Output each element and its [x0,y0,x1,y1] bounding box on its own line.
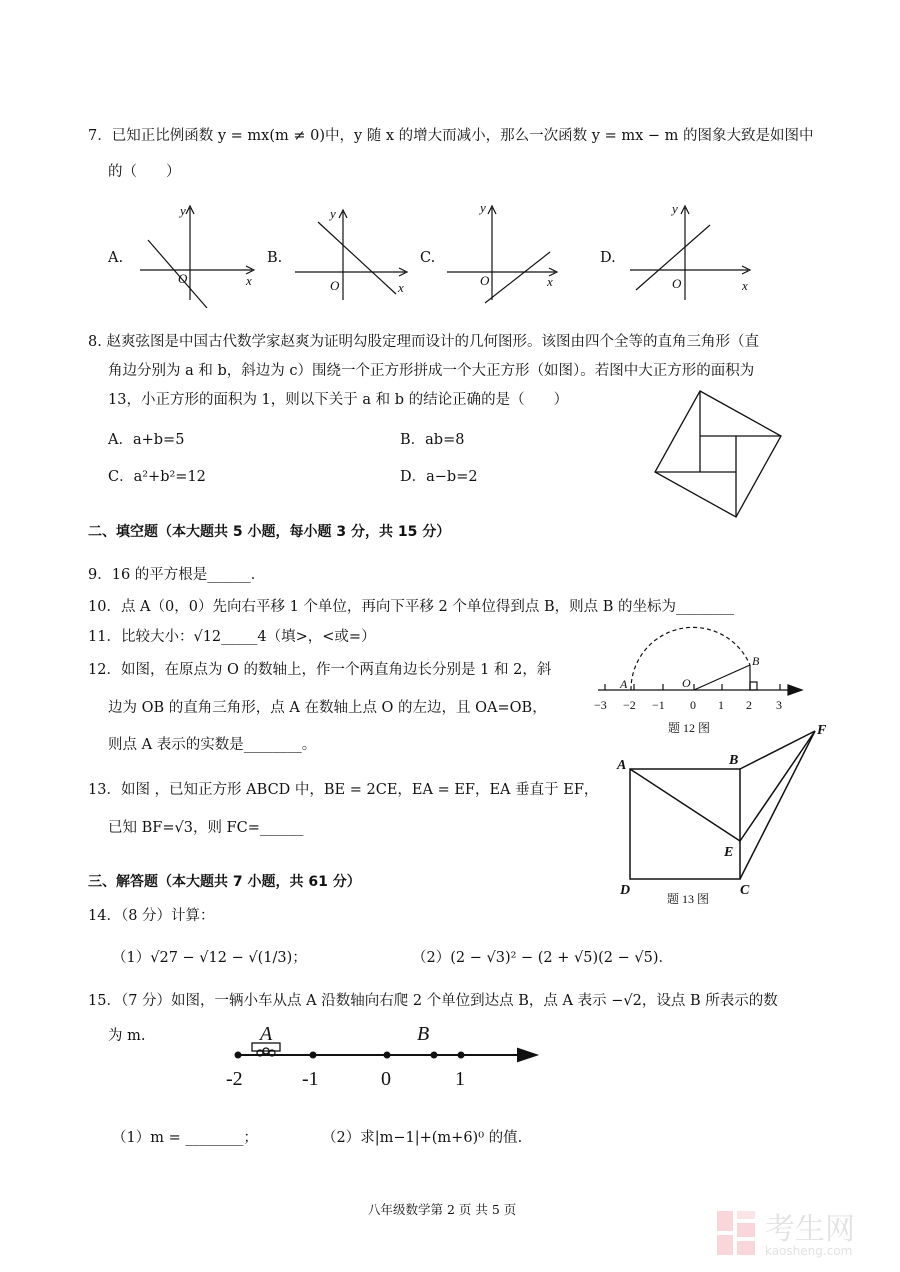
svg-text:1: 1 [455,1068,465,1090]
svg-text:-1: -1 [302,1068,319,1090]
q15-text-1: 15．（7 分）如图，一辆小车从点 A 沿数轴向右爬 2 个单位到达点 B，点 A 表示 −√2，设点 B 所表示的数 [88,993,778,1009]
q7-text: 7．已知正比例函数 y = mx(m ≠ 0)中，y 随 x 的增大而减小，那么一次函数 y = mx − m 的图象大致是如图中 [88,128,814,144]
svg-text:F: F [817,723,827,738]
svg-text:kaosheng.com: kaosheng.com [765,1244,853,1258]
svg-text:题 13 图: 题 13 图 [667,892,710,906]
q8-option-b: B．ab=8 [400,432,465,448]
svg-text:-2: -2 [226,1068,243,1090]
q12-text-2: 边为 OB 的直角三角形，点 A 在数轴上点 O 的左边，且 OA=OB， [108,700,547,716]
section-3-heading: 三、解答题（本大题共 7 小题，共 61 分） [88,874,361,890]
q8-option-d: D．a−b=2 [400,469,478,485]
q7-text-2: 的（ ） [108,164,181,180]
svg-text:−3: −3 [594,698,607,712]
svg-text:A: A [620,677,628,691]
svg-text:O: O [178,271,188,286]
svg-text:O: O [330,278,340,293]
q8-text-2: 角边分别为 a 和 b，斜边为 c）围绕一个正方形拼成一个大正方形（如图）。若图中大正方形的面积为 [108,363,755,379]
q15-part-2: （2）求|m−1|+(m+6)⁰ 的值. [322,1130,523,1146]
section-2-heading: 二、填空题（本大题共 5 小题，每小题 3 分，共 15 分） [88,524,451,540]
svg-text:C: C [740,883,750,898]
svg-text:0: 0 [381,1068,391,1090]
svg-text:x: x [398,280,404,295]
q9-text: 9．16 的平方根是______． [88,567,266,583]
svg-text:B: B [752,654,760,668]
svg-text:x: x [246,273,252,288]
q8-option-c: C．a²+b²=12 [108,469,206,485]
svg-text:A: A [260,1023,273,1045]
svg-text:O: O [672,276,682,291]
q14-part-1: （1）√27 − √12 − √(1/3)； [112,950,307,966]
q12-text-1: 12．如图，在原点为 O 的数轴上，作一个两直角边长分别是 1 和 2，斜 [88,662,552,678]
q8-option-a: A．a+b=5 [108,432,185,448]
svg-text:y: y [480,200,486,215]
q7-option-b: B. [267,250,283,266]
svg-text:−2: −2 [623,698,636,712]
svg-text:B: B [417,1023,430,1045]
svg-text:题 12 图: 题 12 图 [668,721,711,735]
q13-text-2: 已知 BF=√3，则 FC=______ [108,820,304,836]
q12-text-3: 则点 A 表示的实数是________。 [108,737,317,753]
q13-figure [612,722,832,907]
q7-option-d: D. [600,250,616,266]
q14-text: 14．（8 分）计算： [88,908,215,924]
q7-option-c: C. [420,250,436,266]
svg-text:y: y [330,206,336,221]
svg-text:2: 2 [746,698,752,712]
q14-part-2: （2）(2 − √3)² − (2 + √5)(2 − √5)． [412,950,674,966]
page-footer: 八年级数学第 2 页 共 5 页 [368,1202,517,1217]
q15-text-2: 为 m. [108,1028,146,1044]
svg-text:B: B [729,753,739,768]
svg-text:O: O [480,273,490,288]
q8-text-3: 13，小正方形的面积为 1，则以下关于 a 和 b 的结论正确的是（ ） [108,392,569,408]
svg-text:y: y [672,201,678,216]
q11-text: 11．比较大小：√12_____4（填>，<或=） [88,629,376,645]
zhao-shuang-figure [650,390,790,520]
axis-label-y: y [180,203,186,218]
svg-text:x: x [547,274,553,289]
svg-text:E: E [724,845,734,860]
svg-text:D: D [620,883,631,898]
svg-text:A: A [617,758,627,773]
q15-part-1: （1）m = ________； [112,1130,258,1146]
svg-text:考生网: 考生网 [765,1212,855,1247]
svg-text:x: x [742,278,748,293]
q12-figure [590,625,810,735]
q7-graphs [0,0,900,300]
q8-text-1: 8. 赵爽弦图是中国古代数学家赵爽为证明勾股定理而设计的几何图形。该图由四个全等的直角三角形（直 [88,334,759,350]
svg-text:3: 3 [776,698,782,712]
q7-option-a: A. [108,250,124,266]
svg-text:1: 1 [718,698,724,712]
q13-text-1: 13．如图 ，已知正方形 ABCD 中，BE = 2CE，EA = EF，EA 垂直于 EF， [88,782,599,798]
svg-text:0: 0 [690,698,696,712]
svg-text:O: O [682,676,691,690]
svg-text:−1: −1 [652,698,665,712]
q10-text: 10．点 A（0，0）先向右平移 1 个单位，再向下平移 2 个单位得到点 B，则点 B 的坐标为________ [88,599,735,615]
q15-number-line [220,1018,540,1098]
